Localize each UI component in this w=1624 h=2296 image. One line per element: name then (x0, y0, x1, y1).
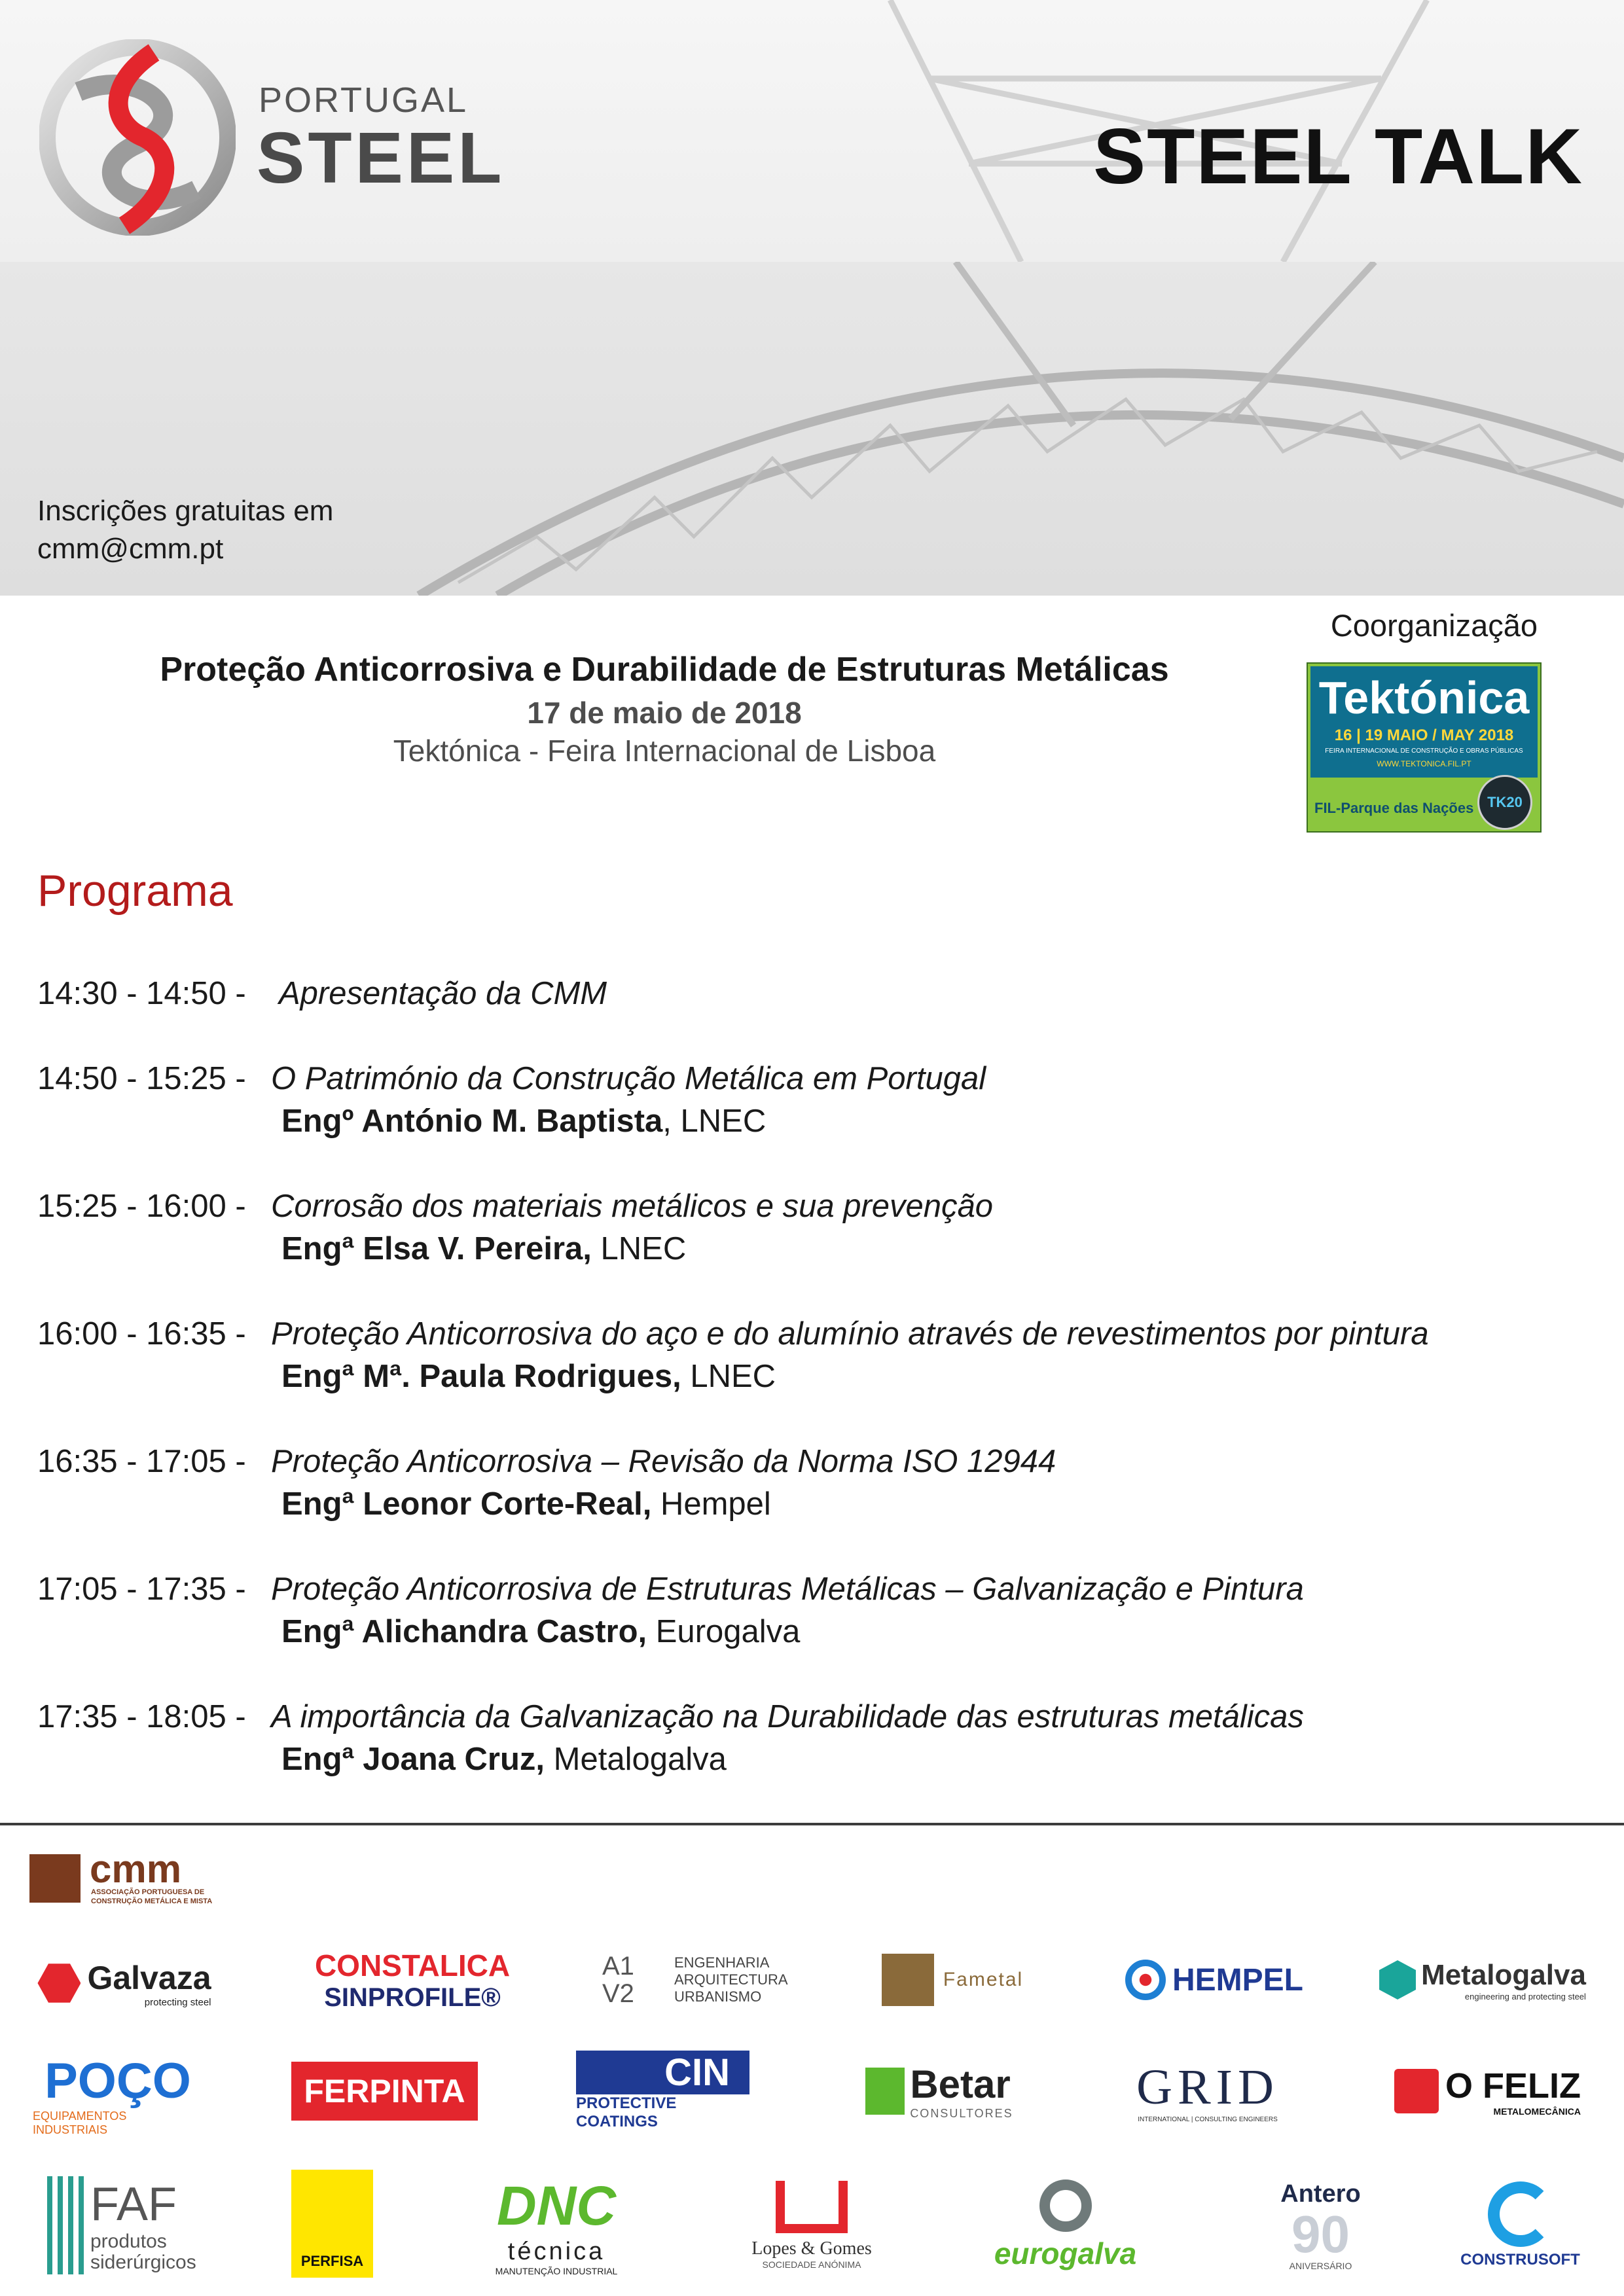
sponsor-name: GRID (1136, 2060, 1279, 2115)
sponsor-sub: produtos siderúrgicos (90, 2231, 196, 2273)
sponsor-sub2: MANUTENÇÃO INDUSTRIAL (495, 2266, 618, 2276)
program-time: 17:35 - 18:05 - (37, 1699, 246, 1734)
metalogalva-hex-icon (1379, 1960, 1416, 2000)
sponsor-fametal-logo (861, 1947, 1044, 2013)
sponsor-name: Fametal (943, 1969, 1024, 1990)
registration-email-link[interactable]: cmm@cmm.pt (37, 533, 224, 565)
sponsor-construsoft-logo (1450, 2173, 1591, 2278)
speaker-org: , LNEC (662, 1103, 767, 1139)
sponsor-sub: PROTECTIVE COATINGS (576, 2094, 677, 2130)
speaker-name: Engª Mª. Paula Rodrigues, (281, 1359, 681, 1394)
sponsor-sub: INTERNATIONAL | CONSULTING ENGINEERS (1138, 2116, 1278, 2123)
sponsor-name: A1 V2 (602, 1952, 634, 2008)
program-time: 15:25 - 16:00 - (37, 1189, 246, 1224)
sponsor-name: O FELIZ (1445, 2066, 1581, 2106)
sponsor-name: HEMPEL (1172, 1962, 1303, 1998)
brand-line2: STEEL (257, 118, 505, 198)
sponsor-ferpinta-logo (291, 2062, 478, 2121)
sponsor-constalica-logo (308, 1937, 517, 2022)
cmm-sub1: ASSOCIAÇÃO PORTUGUESA DE (91, 1888, 205, 1896)
sponsor-name: Galvaza (87, 1959, 211, 1996)
speaker-name: Engª Leonor Corte-Real, (281, 1486, 652, 1522)
ofeliz-mark-icon (1394, 2069, 1439, 2113)
sponsor-cin-logo (576, 2051, 749, 2130)
sponsor-dnc-logo (481, 2173, 632, 2278)
program-heading: Programa (37, 866, 233, 916)
sponsor-sub: protecting steel (144, 1996, 211, 2008)
program-talk: Proteção Anticorrosiva – Revisão da Norma ISO 12944 (271, 1444, 1056, 1479)
sponsor-lopesgomes-logo (736, 2173, 887, 2278)
program-item (37, 1443, 1056, 1480)
brand-line1: PORTUGAL (259, 81, 469, 120)
fametal-mark-icon (882, 1954, 934, 2006)
sponsor-name: Betar (910, 2062, 1011, 2106)
tektonica-logo-place: FIL-Parque das Nações (1314, 800, 1474, 816)
sponsor-betar-logo (851, 2055, 1028, 2127)
sponsor-hempel-logo (1116, 1950, 1312, 2009)
sponsor-name: CIN (576, 2051, 749, 2094)
sponsor-name: eurogalva (994, 2236, 1137, 2270)
sponsor-grid-logo (1113, 2052, 1303, 2130)
sponsor-faf-logo (39, 2173, 209, 2278)
sponsor-metalogalva-logo (1375, 1947, 1591, 2013)
speaker-name: Engº António M. Baptista (281, 1103, 663, 1139)
lopesgomes-mark-icon (776, 2181, 848, 2233)
sponsor-name: FAF (90, 2178, 177, 2231)
sponsor-eurogalva-logo (988, 2173, 1142, 2278)
antero-90-icon: 90 (1291, 2204, 1350, 2263)
speaker-org: LNEC (591, 1231, 687, 1266)
program-time: 14:30 - 14:50 - (37, 976, 246, 1011)
program-talk: Proteção Anticorrosiva de Estruturas Metálicas – Galvanização e Pintura (271, 1571, 1304, 1607)
sponsor-sub: CONSULTORES (910, 2107, 1013, 2120)
sponsor-name: Metalogalva (1421, 1958, 1586, 1991)
program-speaker (281, 1358, 776, 1395)
eurogalva-ring-icon (1039, 2179, 1092, 2232)
cmm-logo (29, 1849, 265, 1908)
registration-info (37, 492, 333, 568)
sponsor-sub: SOCIEDADE ANÓNIMA (762, 2259, 861, 2270)
sponsor-name: Antero (1280, 2179, 1361, 2208)
speaker-org: Eurogalva (647, 1614, 801, 1649)
program-talk: O Património da Construção Metálica em Portugal (271, 1061, 986, 1096)
sponsor-sub: METALOMECÂNICA (1493, 2106, 1581, 2117)
sponsor-sub: ANIVERSÁRIO (1289, 2260, 1352, 2271)
program-talk: Proteção Anticorrosiva do aço e do alumínio através de revestimentos por pintura (271, 1316, 1429, 1352)
tektonica-logo-url: WWW.TEKTONICA.FIL.PT (1377, 759, 1471, 768)
sponsor-name: Lopes & Gomes (751, 2238, 872, 2259)
sponsor-sub: SINPROFILE® (324, 1982, 501, 2012)
program-speaker (281, 1230, 686, 1267)
program-talk: A importância da Galvanização na Durabilidade das estruturas metálicas (271, 1699, 1304, 1734)
tk20-badge-icon (1477, 775, 1532, 830)
program-time: 16:00 - 16:35 - (37, 1316, 246, 1352)
betar-mark-icon (865, 2068, 905, 2115)
sponsor-name: PERFISA (300, 2253, 364, 2269)
sponsor-sub: ENGENHARIA ARQUITECTURA URBANISMO (674, 1954, 787, 2005)
sponsor-sub: técnica (507, 2238, 605, 2265)
program-item (37, 1571, 1304, 1607)
cmm-sub2: CONSTRUÇÃO METÁLICA E MISTA (91, 1897, 213, 1905)
sponsor-name: CONSTALICA (314, 1948, 511, 1982)
sponsor-sub: engineering and protecting steel (1464, 1991, 1586, 2001)
sponsor-name: POÇO (45, 2053, 191, 2109)
galvaza-hex-icon (37, 1962, 81, 2005)
sponsor-antero-logo (1250, 2173, 1391, 2278)
tektonica-logo-sub: FEIRA INTERNACIONAL DE CONSTRUÇÃO E OBRAS PÚBLICAS (1325, 747, 1523, 755)
sponsor-name: DNC (497, 2175, 616, 2236)
program-talk: Corrosão dos materiais metálicos e sua prevenção (271, 1189, 994, 1224)
portugal-steel-logo-icon (39, 39, 236, 236)
tektonica-logo (1307, 662, 1542, 833)
sponsor-sub: EQUIPAMENTOS INDUSTRIAIS (33, 2109, 127, 2136)
program-item (37, 1188, 993, 1225)
cmm-mark-icon (29, 1854, 81, 1903)
program-item (37, 975, 607, 1012)
program-speaker (281, 1486, 771, 1522)
program-item (37, 1698, 1304, 1735)
program-time: 16:35 - 17:05 - (37, 1444, 246, 1479)
program-item (37, 1316, 1429, 1352)
program-speaker (281, 1741, 727, 1778)
program-time: 17:05 - 17:35 - (37, 1571, 246, 1607)
speaker-org: LNEC (681, 1359, 776, 1394)
tektonica-logo-dates: 16 | 19 MAIO / MAY 2018 (1334, 726, 1514, 744)
program-talk: Apresentação da CMM (279, 976, 607, 1011)
construsoft-swirl-icon (1488, 2181, 1553, 2247)
speaker-name: Engª Elsa V. Pereira, (281, 1231, 592, 1266)
event-title: Proteção Anticorrosiva e Durabilidade de Estruturas Metálicas (160, 651, 1169, 689)
speaker-org: Hempel (651, 1486, 771, 1522)
hempel-ring-icon (1125, 1960, 1166, 2000)
sponsor-a1v2-logo (599, 1944, 802, 2016)
program-item (37, 1060, 986, 1097)
program-speaker (281, 1103, 766, 1139)
sponsor-galvaza-logo (26, 1947, 223, 2019)
faf-bars-icon (47, 2176, 84, 2274)
speaker-name: Engª Alichandra Castro, (281, 1614, 647, 1649)
speaker-org: Metalogalva (545, 1742, 727, 1777)
event-venue: Tektónica - Feira Internacional de Lisboa (393, 734, 936, 768)
program-speaker (281, 1613, 800, 1650)
cmm-name: cmm (90, 1847, 182, 1891)
registration-line1: Inscrições gratuitas em (37, 495, 334, 527)
page-title: STEEL TALK (1093, 113, 1583, 200)
sponsor-name: FERPINTA (304, 2073, 465, 2109)
sponsor-poco-logo (33, 2052, 203, 2137)
tektonica-logo-title: Tektónica (1318, 672, 1530, 723)
event-date: 17 de maio de 2018 (527, 696, 802, 730)
coorganization-label: Coorganização (1330, 608, 1538, 643)
program-time: 14:50 - 15:25 - (37, 1061, 246, 1096)
tk20-badge-label: TK20 (1487, 794, 1523, 810)
speaker-name: Engª Joana Cruz, (281, 1742, 545, 1777)
sponsor-ofeliz-logo (1388, 2055, 1587, 2127)
divider (0, 1823, 1624, 1825)
sponsor-perfisa-logo (291, 2170, 373, 2278)
sponsor-name: CONSTRUSOFT (1460, 2251, 1580, 2269)
